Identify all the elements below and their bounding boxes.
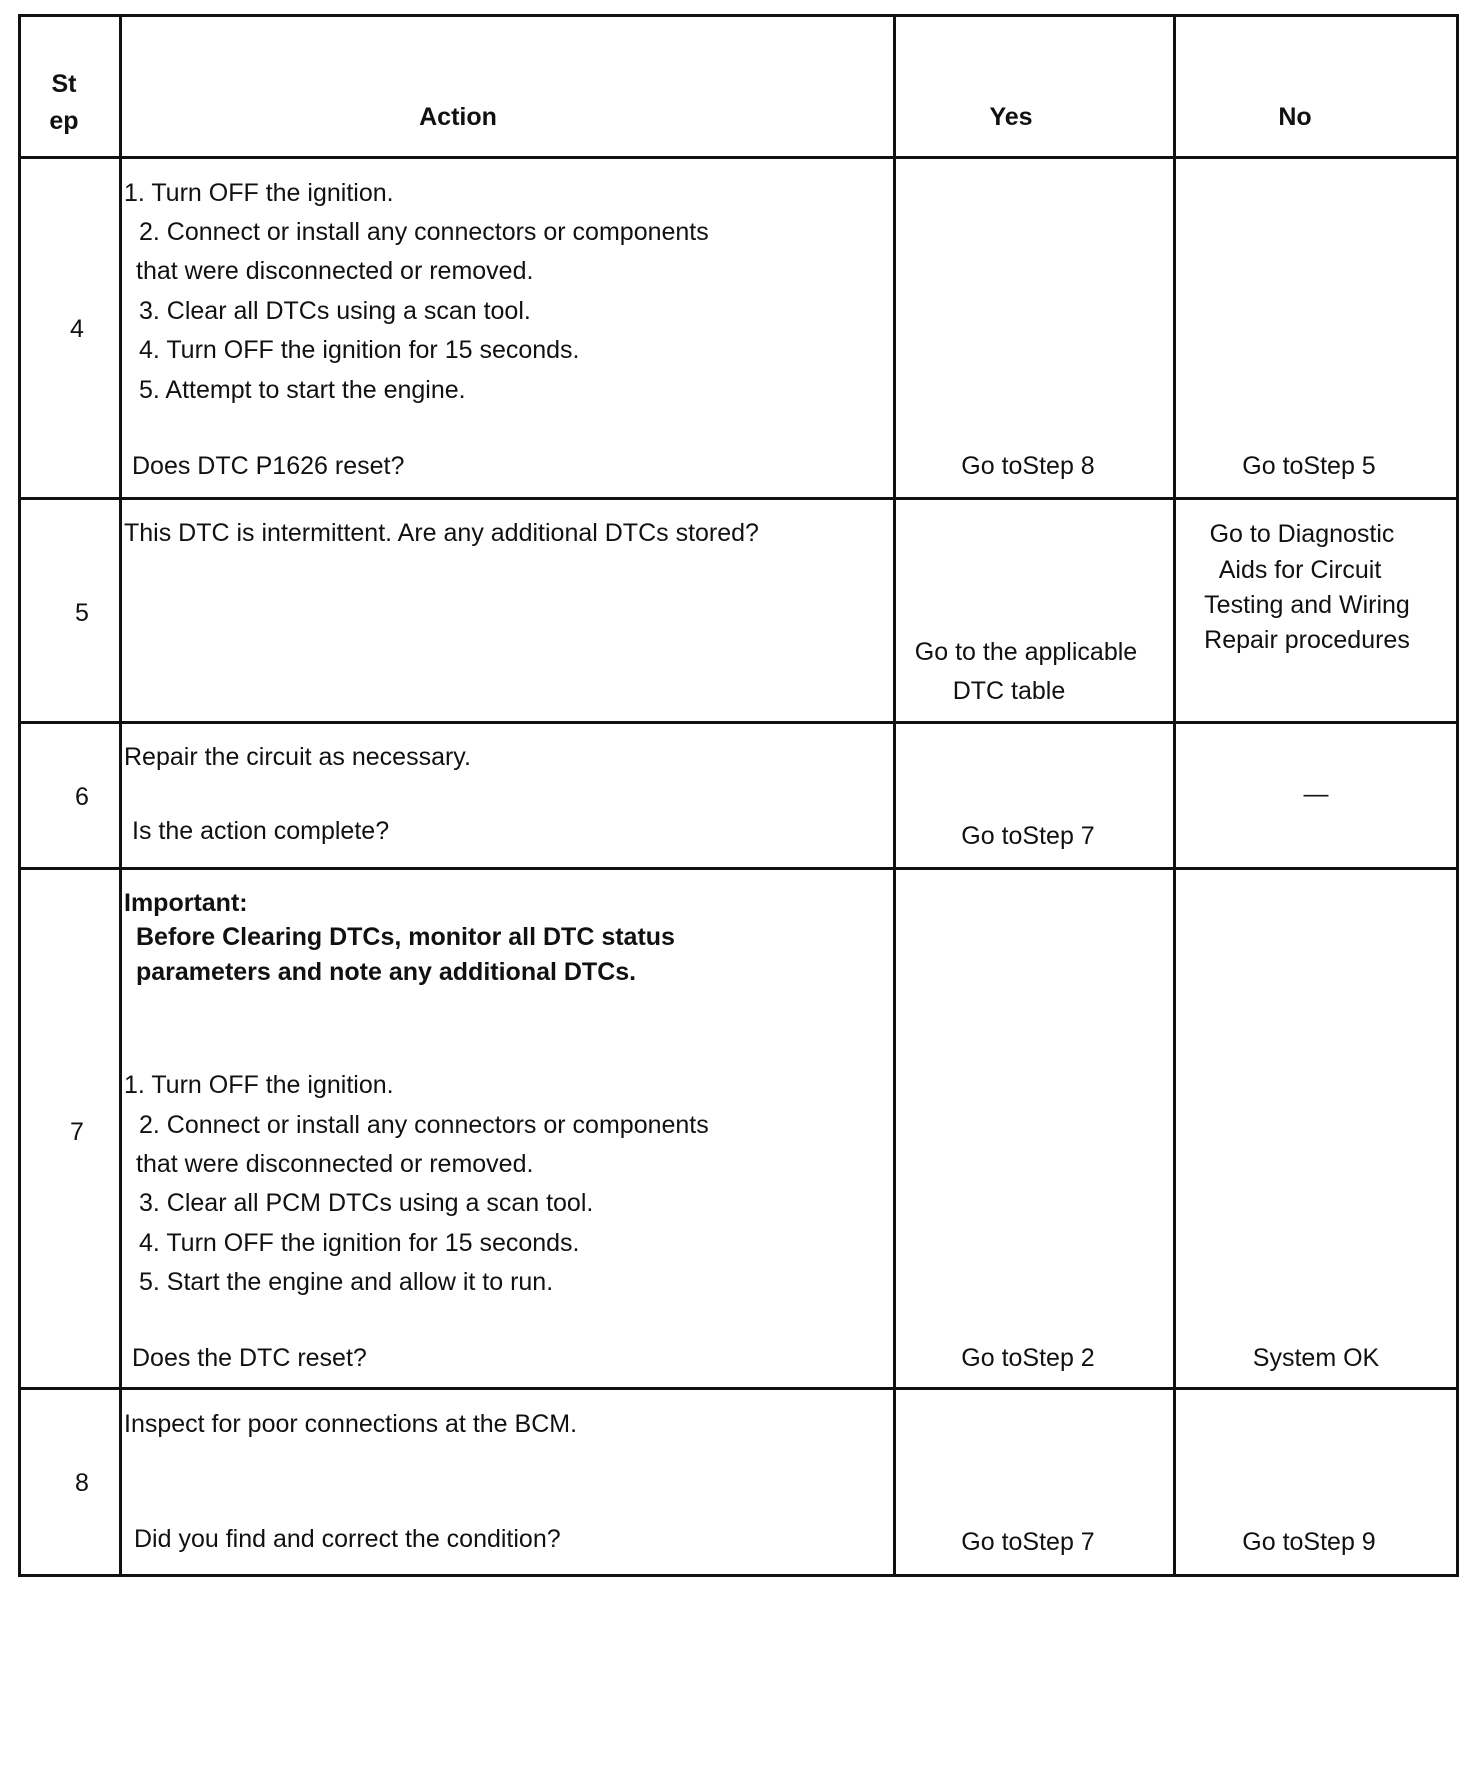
action-line: 5. Attempt to start the engine. xyxy=(139,376,466,404)
step-number: 8 xyxy=(75,1469,89,1497)
action-line: that were disconnected or removed. xyxy=(136,1150,534,1178)
action-line: that were disconnected or removed. xyxy=(136,257,534,285)
header-step-cell xyxy=(20,16,121,158)
no-cell xyxy=(1175,869,1458,1389)
table-row xyxy=(20,499,1458,723)
action-line: 4. Turn OFF the ignition for 15 seconds. xyxy=(139,336,580,364)
table-row xyxy=(20,869,1458,1389)
yes-cell xyxy=(895,499,1175,723)
yes-result: Go toStep 8 xyxy=(961,452,1095,480)
action-line: This DTC is intermittent. Are any additional DTCs stored? xyxy=(124,519,759,547)
no-cell xyxy=(1175,158,1458,499)
no-cell xyxy=(1175,723,1458,869)
yes-result: Go toStep 2 xyxy=(961,1344,1095,1372)
yes-result: Go toStep 7 xyxy=(961,822,1095,850)
yes-cell xyxy=(895,158,1175,499)
important-line: Before Clearing DTCs, monitor all DTC status xyxy=(136,923,675,951)
step-cell xyxy=(20,499,121,723)
action-line: 1. Turn OFF the ignition. xyxy=(124,1071,394,1099)
action-line: 3. Clear all DTCs using a scan tool. xyxy=(139,297,531,325)
yes-result-line: DTC table xyxy=(952,677,1066,705)
important-line: parameters and note any additional DTCs. xyxy=(136,958,637,986)
header-action-cell xyxy=(121,16,895,158)
yes-result-line: Go to the applicable xyxy=(914,638,1138,666)
table-row xyxy=(20,158,1458,499)
action-question: Did you find and correct the condition? xyxy=(134,1525,561,1553)
header-row xyxy=(20,16,1458,158)
action-cell xyxy=(121,1389,895,1576)
table-row xyxy=(20,1389,1458,1576)
no-cell xyxy=(1175,1389,1458,1576)
yes-result: Go toStep 7 xyxy=(961,1528,1095,1556)
no-result: System OK xyxy=(1252,1344,1380,1372)
action-line: 4. Turn OFF the ignition for 15 seconds. xyxy=(139,1229,580,1257)
yes-cell xyxy=(895,723,1175,869)
no-result-line: Testing and Wiring xyxy=(1204,591,1410,619)
no-result: Go toStep 9 xyxy=(1242,1528,1376,1556)
action-cell xyxy=(121,158,895,499)
action-line: 2. Connect or install any connectors or components xyxy=(139,1111,709,1139)
no-cell xyxy=(1175,499,1458,723)
action-line: 5. Start the engine and allow it to run. xyxy=(139,1268,554,1296)
diagnostic-table xyxy=(18,14,1459,1577)
action-line: Repair the circuit as necessary. xyxy=(124,743,471,771)
action-cell xyxy=(121,869,895,1389)
step-cell xyxy=(20,723,121,869)
no-result-line: Aids for Circuit xyxy=(1218,556,1382,584)
action-question: Does DTC P1626 reset? xyxy=(132,452,405,480)
no-result: Go toStep 5 xyxy=(1242,452,1376,480)
no-result-line: Go to Diagnostic xyxy=(1209,520,1395,548)
step-number: 7 xyxy=(70,1118,84,1146)
yes-cell xyxy=(895,869,1175,1389)
header-step-line1: St xyxy=(51,70,77,98)
table-row xyxy=(20,723,1458,869)
header-action: Action xyxy=(419,103,497,131)
header-yes: Yes xyxy=(989,103,1033,131)
no-result: — xyxy=(1303,780,1329,808)
no-result-line: Repair procedures xyxy=(1204,626,1410,654)
header-no: No xyxy=(1278,103,1312,131)
step-cell xyxy=(20,158,121,499)
action-line: 2. Connect or install any connectors or components xyxy=(139,218,709,246)
action-cell xyxy=(121,723,895,869)
action-question: Is the action complete? xyxy=(132,817,390,845)
action-cell xyxy=(121,499,895,723)
header-yes-cell xyxy=(895,16,1175,158)
yes-cell xyxy=(895,1389,1175,1576)
action-line: 1. Turn OFF the ignition. xyxy=(124,179,394,207)
header-no-cell xyxy=(1175,16,1458,158)
action-line: Inspect for poor connections at the BCM. xyxy=(124,1410,578,1438)
step-number: 6 xyxy=(75,783,89,811)
header-step-line2: ep xyxy=(49,107,79,135)
important-label: Important: xyxy=(124,889,248,917)
step-cell xyxy=(20,869,121,1389)
step-number: 5 xyxy=(75,599,89,627)
action-question: Does the DTC reset? xyxy=(132,1344,367,1372)
step-number: 4 xyxy=(70,315,84,343)
action-line: 3. Clear all PCM DTCs using a scan tool. xyxy=(139,1189,594,1217)
step-cell xyxy=(20,1389,121,1576)
